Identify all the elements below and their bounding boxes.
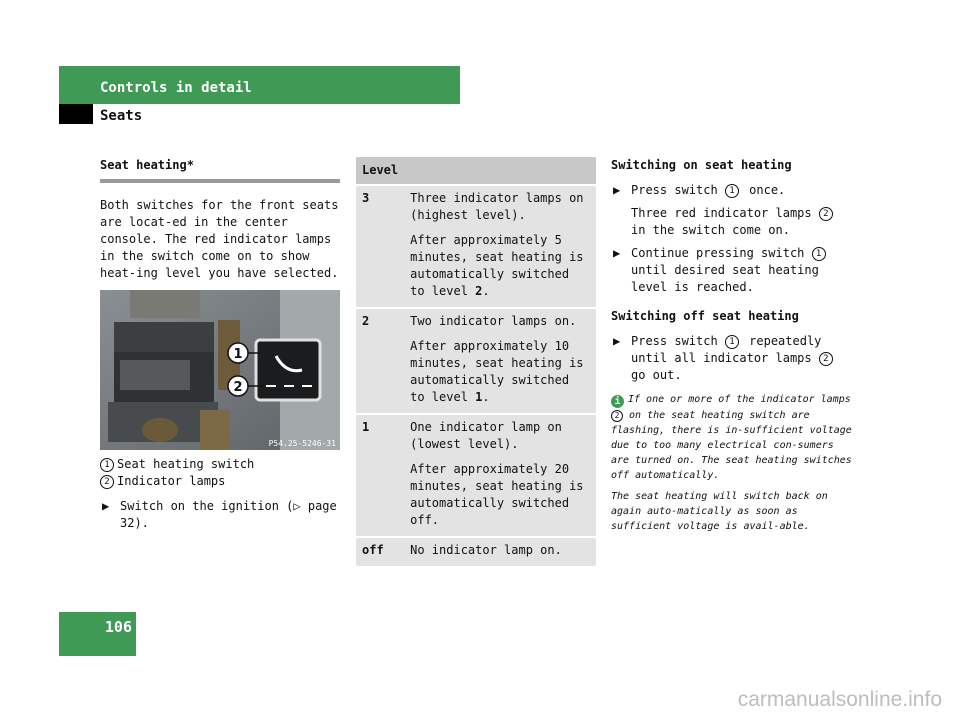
switch-number: 1 [812, 247, 826, 261]
info-note [611, 392, 856, 534]
description-cell [404, 308, 596, 414]
table-row [356, 537, 596, 567]
info-icon: i [611, 395, 624, 408]
watermark[interactable]: carmanualsonline.info [737, 688, 942, 711]
description-line: After approximately 20 minutes, seat heating is automatically switched off. [410, 462, 584, 527]
header-level: Level [356, 157, 404, 185]
header-marker [59, 104, 93, 124]
bullet-arrow-icon: ▶ [613, 183, 621, 197]
description-line: After approximately 10 minutes, seat heating is automatically switched to level 1. [410, 339, 584, 404]
photo-code: P54.25-5246-31 [268, 439, 336, 448]
heating-levels-table [356, 157, 596, 568]
switching-off-title: Switching off seat heating [611, 309, 799, 323]
section-title: Controls in detail [100, 80, 252, 96]
legend-text: Indicator lamps [117, 474, 226, 488]
level-cell: 2 [356, 308, 404, 414]
legend-number: 2 [100, 475, 114, 489]
legend-text: Seat heating switch [117, 457, 255, 471]
intro-paragraph: Both switches for the front seats are locat-ed in the center console. The red indicator lamps in the switch come on to show heat-ing level you have selected. [100, 198, 339, 280]
description-line: Two indicator lamps on. [410, 314, 577, 328]
legend-item-lamps [100, 473, 345, 490]
info-paragraph: i If one or more of the indicator lamps 2 on the seat heating switch are flashing, there is in-sufficient voltage due to too many electrical con-sumers are turned on. The seat heating switches off automatically. [611, 394, 852, 481]
switching-on-step-1: ▶ Press switch 1 once. [613, 183, 786, 197]
description-line: One indicator lamp on (lowest level). [410, 420, 562, 451]
table-row [356, 414, 596, 537]
bullet-arrow-icon: ▶ [613, 334, 621, 348]
switching-on-title: Switching on seat heating [611, 158, 792, 172]
level-cell: 3 [356, 185, 404, 308]
bullet-arrow-icon: ▶ [102, 499, 110, 513]
legend-item-switch [100, 456, 345, 473]
lamp-number: 2 [819, 352, 833, 366]
lamp-number: 2 [611, 410, 623, 422]
level-cell: off [356, 537, 404, 567]
description-line: After approximately 5 minutes, seat heating is automatically switched to level 2. [410, 233, 584, 298]
seat-heating-column [100, 157, 345, 532]
level-cell: 1 [356, 414, 404, 537]
table-row [356, 308, 596, 414]
description-line: No indicator lamp on. [410, 543, 562, 557]
legend-number: 1 [100, 458, 114, 472]
seat-heating-title: Seat heating* [100, 158, 194, 172]
description-cell [404, 414, 596, 537]
header-description [404, 157, 596, 185]
step-text: Switch on the ignition (▷ page 32). [120, 499, 337, 530]
info-paragraph: The seat heating will switch back on again auto-matically as soon as sufficient voltage is avail-able. [611, 491, 828, 532]
ignition-step [100, 498, 345, 532]
table-row [356, 185, 596, 308]
switching-on-result: Three red indicator lamps 2 in the switch come on. [611, 205, 856, 239]
page-number: 106 [104, 618, 132, 636]
description-cell [404, 537, 596, 567]
table-header-row [356, 157, 596, 185]
description-line: Three indicator lamps on (highest level). [410, 191, 584, 222]
switch-number: 1 [725, 335, 739, 349]
callout-2: 2 [233, 380, 243, 395]
console-illustration [100, 290, 340, 450]
callout-1: 1 [233, 347, 243, 362]
center-console-photo [100, 290, 340, 450]
switch-number: 1 [725, 184, 739, 198]
switching-on-step-2: ▶ Continue pressing switch 1 until desired seat heating level is reached. [611, 245, 856, 296]
subsection-title: Seats [100, 108, 143, 124]
switching-column [611, 157, 856, 540]
lamp-number: 2 [819, 207, 833, 221]
description-cell [404, 185, 596, 308]
switching-off-step: ▶ Press switch 1 repeatedly until all indicator lamps 2 go out. [611, 333, 856, 384]
bullet-arrow-icon: ▶ [613, 246, 621, 260]
title-rule [100, 179, 340, 183]
